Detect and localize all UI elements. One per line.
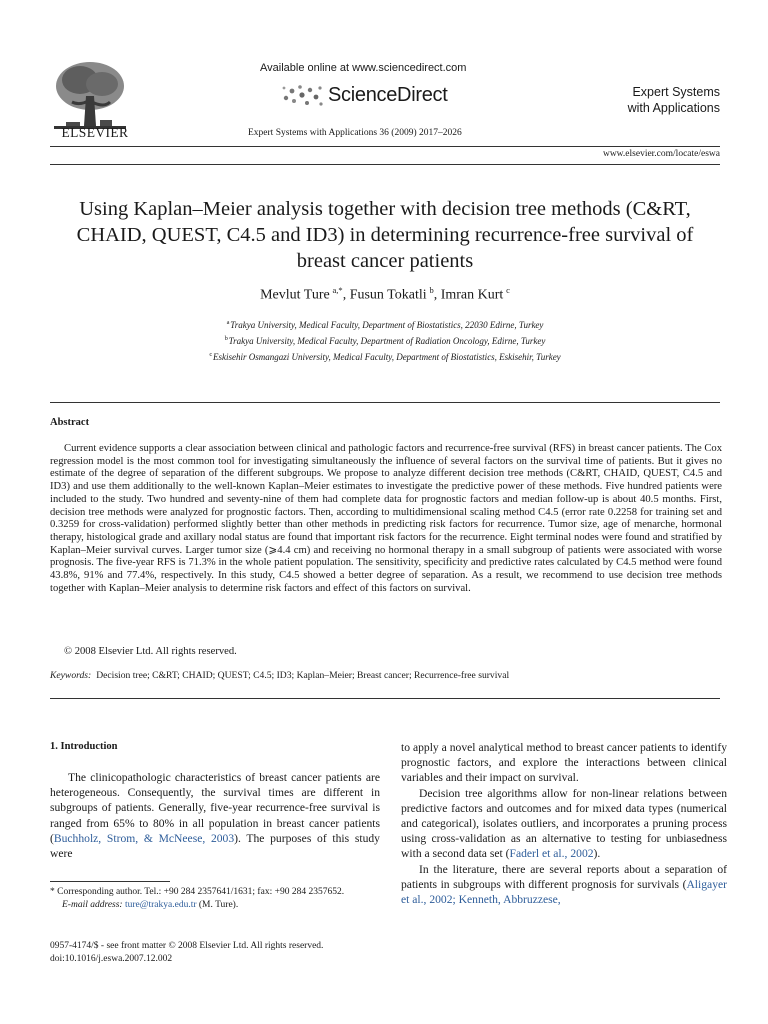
abstract-body: Current evidence supports a clear association between clinical and pathologic factors and recurrence-free survival (RFS) in breast cancer patients. The Cox regression model is the most common tool for investigating simultaneously the influence of several factors on the survival time of patients. But it gives no estimate of the degree of separation of the different subgroups. We propose to analyze different decision tree methods (C&RT, CHAID, QUEST, C4.5 and ID3) and use them additionally to the well-known Kaplan–Meier estimates to investigate the predictive power of these methods. Five hundred patients were included to the study. Two hundred and seventy-nine of them had complete data for prognostic factors and median follow-up is about 40.5 months. First, decision tree methods were analyzed for prognostic factors. Then, according to multidimensional scaling method C4.5 (error rate 0.2258 for training set and 0.3259 for cross-validation) performed slightly better than other methods in predicting risk factors for recurrence. Tumor size, age of menarche, hormonal therapy, histological grade and axillary nodal status are found that important risk factors for the recurrence. Eight terminal nodes were found and stratified by Kaplan–Meier survival curves. Larger tumor size (⩾4.4 cm) and receiving no hormonal therapy in a small subgroup of patients were associated with worse prognosis. The five-year RFS is 71.3% in the whole patient population. The sensitivity, specificity and predictive rates calculated by C4.5 method were found 43.8%, 91% and 77.4%, respectively. In this study, C4.5 showed a better degree of separation. As a result, we recommend to use decision tree methods together with Kaplan–Meier analysis to determine risk factors and effect of this factors on survival. — [50, 443, 722, 594]
abstract-copyright: © 2008 Elsevier Ltd. All rights reserved. — [64, 646, 237, 657]
author-name: Imran Kurt — [440, 287, 504, 303]
article-title: Using Kaplan–Meier analysis together with decision tree methods (C&RT, CHAID, QUEST, C4.5 and ID3) in determining recurrence-free survival of breast cancer patients — [76, 198, 694, 272]
affiliation-item — [60, 316, 710, 332]
email-link[interactable]: ture@trakya.edu.tr — [124, 899, 197, 910]
author-affiliation-mark[interactable]: a,* — [332, 285, 343, 295]
citation-link[interactable]: Faderl et al., 2002 — [509, 847, 594, 861]
abstract-heading: Abstract — [50, 417, 90, 428]
journal-brand-line2: with Applications — [627, 101, 720, 115]
email-label: E-mail address: — [62, 899, 123, 910]
affiliation-mark: c — [209, 351, 213, 358]
publisher-name: ELSEVIER — [61, 125, 129, 140]
corresponding-author-footnote — [50, 886, 380, 912]
abstract-divider-top — [50, 402, 720, 403]
paragraph-text: ). — [593, 847, 601, 861]
affiliation-mark: b — [224, 335, 228, 342]
author-separator: , — [433, 287, 441, 303]
affiliation-text: Trakya University, Medical Faculty, Department of Radiation Oncology, Edirne, Turkey — [228, 336, 546, 346]
affiliation-text: Eskisehir Osmangazi University, Medical Faculty, Department of Biostatistics, Eskisehir, Turkey — [212, 352, 561, 362]
journal-reference: Expert Systems with Applications 36 (2009) 2017–2026 — [248, 128, 462, 138]
email-suffix: (M. Ture). — [198, 899, 239, 910]
paragraph-text: Decision tree algorithms allow for non-linear relations between predictive factors and outcomes and for mixed data types (numerical and categorical), isolates outliers, and incorporates a pruning process using cross-validation as an alternative to testing for unbiasedness with a second data set ( — [401, 786, 727, 861]
author-affiliation-mark[interactable]: b — [429, 285, 434, 295]
keywords-line — [50, 670, 509, 681]
citation-link[interactable]: Buchholz, Strom, & McNeese, 2003 — [53, 831, 235, 845]
citation-link[interactable]: Aligayer et al., 2002; Kenneth, Abbruzzese, — [401, 877, 727, 907]
right-column — [401, 740, 727, 907]
author-name: Fusun Tokatli — [349, 287, 427, 303]
journal-brand — [610, 84, 720, 116]
affiliation-list — [60, 316, 710, 364]
abstract-divider-bottom — [50, 698, 720, 699]
paragraph-text: ). The purposes of this study were — [50, 831, 380, 861]
paragraph — [401, 786, 727, 862]
keywords-label: Keywords: — [50, 670, 92, 681]
front-matter — [50, 940, 323, 966]
affiliation-item — [60, 348, 710, 364]
paragraph — [401, 862, 727, 908]
paragraph: to apply a novel analytical method to breast cancer patients to identify prognostic factors, and explore the interactions between clinical variables and their impact on survival. — [401, 741, 727, 785]
author-affiliation-mark[interactable]: c — [506, 285, 510, 295]
paragraph-text: In the literature, there are several reports about a separation of patients in subgroups with different prognosis for survivals ( — [401, 862, 727, 891]
header-divider-top — [50, 146, 720, 147]
header-divider-bottom — [50, 164, 720, 165]
keywords-list: Decision tree; C&RT; CHAID; QUEST; C4.5; ID3; Kaplan–Meier; Breast cancer; Recurrence-free survival — [96, 670, 510, 681]
section-heading-introduction: 1. Introduction — [50, 741, 118, 752]
author-list — [60, 285, 710, 304]
sciencedirect-wordmark: ScienceDirect — [328, 84, 448, 106]
paragraph-text: The clinicopathologic characteristics of breast cancer patients are heterogeneous. Consequently, the survival times are different in subgroups of patients. Generally, five-year recurrence-free survival is ranged from 65% to 80% in all population in breast cancer patients ( — [50, 771, 380, 845]
intro-paragraph — [50, 770, 380, 861]
available-online-text[interactable]: Available online at www.sciencedirect.com — [260, 62, 467, 74]
issn-line: 0957-4174/$ - see front matter © 2008 Elsevier Ltd. All rights reserved. — [50, 941, 324, 951]
journal-brand-line1: Expert Systems — [632, 85, 720, 99]
footnote-divider — [50, 881, 170, 882]
sciencedirect-dots-icon — [280, 82, 326, 108]
affiliation-mark: a — [226, 319, 230, 326]
author-separator: , — [342, 287, 350, 303]
footnote-contact: * Corresponding author. Tel.: +90 284 2357641/1631; fax: +90 284 2357652. — [50, 887, 345, 897]
footnote-email-line — [50, 899, 380, 912]
affiliation-text: Trakya University, Medical Faculty, Department of Biostatistics, 22030 Edirne, Turkey — [230, 320, 544, 330]
journal-url-link[interactable]: www.elsevier.com/locate/eswa — [602, 149, 720, 159]
affiliation-item — [60, 332, 710, 348]
doi-line[interactable]: doi:10.1016/j.eswa.2007.12.002 — [50, 954, 173, 964]
author-name: Mevlut Ture — [260, 287, 330, 303]
